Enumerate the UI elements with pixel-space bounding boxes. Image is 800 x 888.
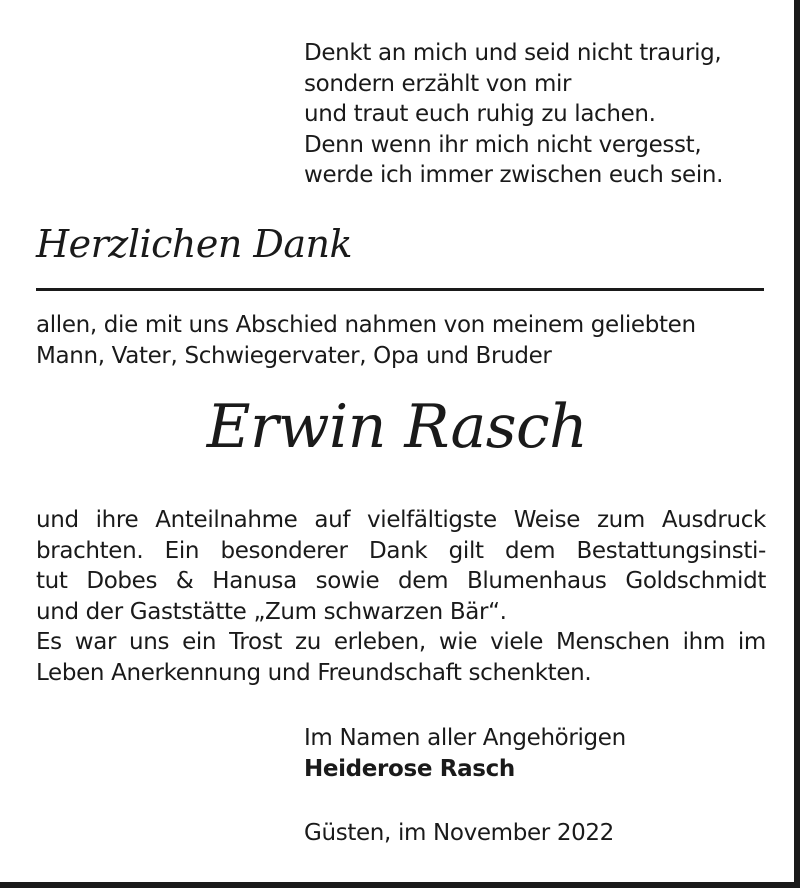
thanks-heading: Herzlichen Dank (36, 222, 353, 266)
thanks-body (36, 505, 766, 688)
signer-name: Heiderose Rasch (304, 755, 515, 782)
intro-line: allen, die mit uns Abschied nahmen von meinem geliebten (36, 312, 696, 338)
body-line: und der Gaststätte „Zum schwarzen Bär“. (36, 598, 507, 625)
body-line: Leben Anerkennung und Freundschaft schenkten. (36, 659, 592, 686)
place-date: Güsten, im November 2022 (304, 820, 614, 846)
deceased-name: Erwin Rasch (206, 392, 588, 462)
body-line: Es war uns ein Trost zu erleben, wie viele Menschen ihm im (36, 629, 766, 655)
poem-line: Denn wenn ihr mich nicht vergesst, (304, 131, 702, 158)
body-line: brachten. Ein besonderer Dank gilt dem Bestattungsinsti- (36, 537, 766, 564)
poem-line: und traut euch ruhig zu lachen. (304, 101, 656, 127)
poem-line: Denkt an mich und seid nicht traurig, (304, 40, 722, 66)
thanks-intro (36, 310, 776, 371)
body-line: tut Dobes & Hanusa sowie dem Blumenhaus Goldschmidt (36, 568, 766, 594)
body-line: und ihre Anteilnahme auf vielfältigste Weise zum Ausdruck (36, 507, 766, 533)
intro-line: Mann, Vater, Schwiegervater, Opa und Bruder (36, 342, 552, 369)
signature-block (304, 723, 626, 784)
signature-prefix: Im Namen aller Angehörigen (304, 725, 626, 751)
poem-line: werde ich immer zwischen euch sein. (304, 162, 724, 188)
memorial-poem (304, 38, 774, 191)
divider-line (36, 288, 764, 291)
poem-line: sondern erzählt von mir (304, 70, 572, 97)
